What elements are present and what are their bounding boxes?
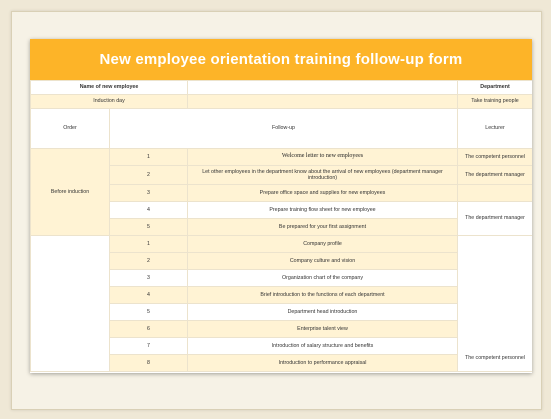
spreadsheet-preview — [30, 39, 532, 373]
table-row-task: Introduction to performance appraisal — [188, 355, 458, 372]
table-row-number: 1 — [110, 149, 188, 166]
name-of-new-employee-value[interactable] — [188, 81, 458, 95]
table-row-task: Brief introduction to the functions of each department — [188, 287, 458, 304]
table-row-number: 8 — [110, 355, 188, 372]
table-row-number: 4 — [110, 202, 188, 219]
before-induction-group: Before induction — [31, 149, 110, 236]
table-row-number: 5 — [110, 304, 188, 321]
table-row-number: 1 — [110, 236, 188, 253]
table-row-task: Introduction of salary structure and benefits — [188, 338, 458, 355]
table-row-number: 2 — [110, 166, 188, 185]
table-row-task: Enterprise talent view — [188, 321, 458, 338]
order-header: Order — [31, 109, 110, 149]
table-row-number: 7 — [110, 338, 188, 355]
table-row-task: Department head introduction — [188, 304, 458, 321]
after-induction-group — [31, 236, 110, 372]
follow-up-header: Follow-up — [110, 109, 458, 149]
department-label: Department — [458, 81, 533, 95]
table-row-number: 5 — [110, 219, 188, 236]
table-row-number: 3 — [110, 270, 188, 287]
lecturer-header: Lecturer — [458, 109, 533, 149]
induction-day-label: Induction day — [31, 95, 188, 109]
table-row-lecturer: The department manager — [458, 202, 533, 236]
table-row-lecturer: The competent personnel — [458, 149, 533, 166]
table-row-lecturer: The department manager — [458, 166, 533, 185]
form-title: New employee orientation training follow-up form — [30, 39, 532, 80]
induction-day-value[interactable] — [188, 95, 458, 109]
table-row-task: Prepare training flow sheet for new employee — [188, 202, 458, 219]
table-row-task: Company culture and vision — [188, 253, 458, 270]
table-row-number: 6 — [110, 321, 188, 338]
table-row-task: Organization chart of the company — [188, 270, 458, 287]
table-row-number: 2 — [110, 253, 188, 270]
table-row-task: Be prepared for your first assignment — [188, 219, 458, 236]
table-row-task: Let other employees in the department know about the arrival of new employees (department manager introduction) — [188, 166, 458, 185]
after-induction-lecturer: The competent personnel — [458, 236, 533, 372]
table-row-lecturer-empty — [458, 185, 533, 202]
table-row-number: 3 — [110, 185, 188, 202]
name-of-new-employee-label: Name of new employee — [31, 81, 188, 95]
table-row-task: Welcome letter to new employees — [188, 149, 458, 166]
table-row-number: 4 — [110, 287, 188, 304]
table-row-task: Company profile — [188, 236, 458, 253]
table-row-task: Prepare office space and supplies for new employees — [188, 185, 458, 202]
orientation-table — [30, 80, 532, 372]
take-training-people-label: Take training people — [458, 95, 533, 109]
